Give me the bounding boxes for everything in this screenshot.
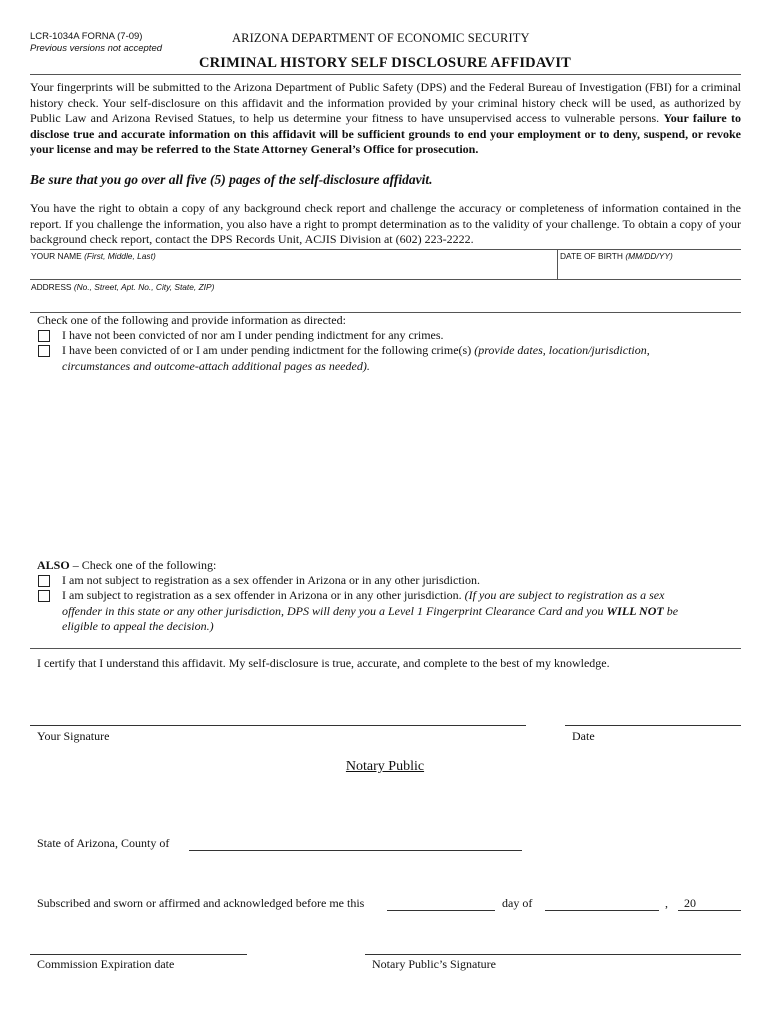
county-label: State of Arizona, County of xyxy=(37,836,170,850)
signature-line[interactable] xyxy=(30,725,526,726)
not-sex-offender-label: I am not subject to registration as a sex offender in Arizona or in any other jurisdiction. xyxy=(62,573,481,587)
sex-offender-note-b: offender in this state or any other jurisdiction, DPS will deny you a Level 1 Fingerprint Clearance Card and you xyxy=(62,603,604,618)
crimes-instruction: Check one of the following and provide information as directed: xyxy=(37,313,346,327)
agency-name: ARIZONA DEPARTMENT OF ECONOMIC SECURITY xyxy=(232,31,530,45)
not-sex-offender-checkbox[interactable] xyxy=(38,575,50,587)
county-line[interactable] xyxy=(189,850,522,851)
sex-offender-note-bold: WILL NOT xyxy=(606,603,664,618)
year-prefix: 20 xyxy=(684,896,696,910)
also-instruction xyxy=(37,558,216,574)
name-row-bottom-border xyxy=(30,279,741,280)
intro-warning: Your failure to disclose true and accurate information on this affidavit will be sufficient grounds to end your employment or to deny, suspend, or revoke your license and may be referred to the State Attorney General’s Office for prosecution. xyxy=(30,111,742,157)
form-version-note: Previous versions not accepted xyxy=(30,43,163,54)
commission-label: Commission Expiration date xyxy=(37,957,175,971)
also-text: – Check one of the following: xyxy=(69,558,217,572)
notary-signature-label: Notary Public’s Signature xyxy=(372,957,496,971)
sex-offender-checkbox[interactable] xyxy=(38,590,50,602)
form-number-block xyxy=(30,31,162,55)
also-heading: ALSO xyxy=(37,558,70,572)
rights-paragraph: You have the right to obtain a copy of any background check report and challenge the accuracy or completeness of information contained in the report. If you challenge the information, you also have a right to prompt determination as to the validity of your challenge. To obtain a copy of your background check report, contact the DPS Records Unit, ACJIS Division at (602) 223-2222. xyxy=(30,201,741,247)
no-conviction-checkbox[interactable] xyxy=(38,330,50,342)
reminder-text: Be sure that you go over all five (5) pages of the self-disclosure affidavit. xyxy=(30,172,433,187)
date-comma: , xyxy=(665,896,668,910)
name-row-top-border xyxy=(30,249,741,250)
conviction-text: I have been convicted of or I am under pending indictment for the following crime(s) xyxy=(62,343,472,357)
page-title: CRIMINAL HISTORY SELF DISCLOSURE AFFIDAVIT xyxy=(198,55,572,71)
dob-label: DATE OF BIRTH xyxy=(560,251,623,261)
title-divider xyxy=(30,74,741,75)
year-line[interactable] xyxy=(678,910,741,911)
certify-divider xyxy=(30,648,741,649)
address-field[interactable] xyxy=(31,282,214,292)
notary-heading: Notary Public xyxy=(345,759,425,774)
day-of-label: day of xyxy=(502,896,533,910)
sex-offender-note-c: be xyxy=(666,603,679,618)
notary-signature-line[interactable] xyxy=(365,954,741,955)
crimes-details-area[interactable] xyxy=(60,376,740,548)
sex-offender-text: I am subject to registration as a sex offender in Arizona or in any other jurisdiction. xyxy=(62,588,462,602)
conviction-note-1: (provide dates, location/jurisdiction, xyxy=(474,343,650,357)
date-line[interactable] xyxy=(565,725,741,726)
commission-line[interactable] xyxy=(30,954,247,955)
date-label: Date xyxy=(572,729,595,743)
intro-text: Your fingerprints will be submitted to the Arizona Department of Public Safety (DPS) and the Federal Bureau of Investigation (FBI) for a criminal history check. Your self-disclosure on this affidavit and the information provided by your criminal history check will be used, as authorized by Public Law and Arizona Revised Statues, to help us determine your fitness to have unsupervised access to vulnerable persons. xyxy=(30,80,741,126)
conviction-note-2: circumstances and outcome-attach additional pages as needed). xyxy=(62,358,370,373)
name-field[interactable] xyxy=(31,251,156,261)
signature-label: Your Signature xyxy=(37,729,110,743)
name-hint: (First, Middle, Last) xyxy=(84,251,156,261)
form-number: LCR-1034A FORNA (7-09) xyxy=(30,31,143,42)
dob-hint: (MM/DD/YY) xyxy=(625,251,673,261)
name-label: YOUR NAME xyxy=(31,251,82,261)
sex-offender-note-a: (If you are subject to registration as a sex xyxy=(464,588,665,602)
address-label: ADDRESS xyxy=(31,282,72,292)
conviction-label xyxy=(62,343,742,374)
conviction-checkbox[interactable] xyxy=(38,345,50,357)
address-hint: (No., Street, Apt. No., City, State, ZIP) xyxy=(73,282,215,292)
day-line[interactable] xyxy=(387,910,495,911)
month-line[interactable] xyxy=(545,910,659,911)
sworn-label: Subscribed and sworn or affirmed and acknowledged before me this xyxy=(37,896,365,910)
sex-offender-note-d: eligible to appeal the decision.) xyxy=(62,619,214,633)
certify-statement: I certify that I understand this affidavit. My self-disclosure is true, accurate, and complete to the best of my knowledge. xyxy=(37,656,610,670)
name-dob-separator xyxy=(557,249,558,279)
no-conviction-label: I have not been convicted of nor am I under pending indictment for any crimes. xyxy=(62,328,444,342)
intro-paragraph xyxy=(30,80,741,158)
dob-field[interactable] xyxy=(560,251,673,261)
sex-offender-label xyxy=(62,588,742,635)
